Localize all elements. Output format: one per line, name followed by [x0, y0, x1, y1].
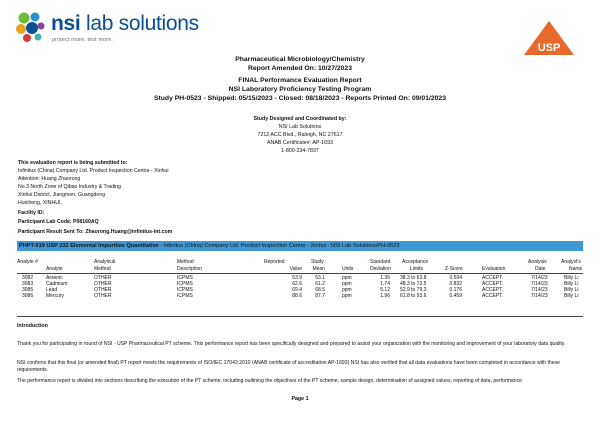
coordinator-cert: ANAB Certificate#: AP-1693 [267, 140, 333, 146]
col-description: Description [177, 266, 203, 272]
header-line3: FINAL Performance Evaluation Report [238, 77, 362, 84]
coordinator-title: Study Designed and Coordinated by: [253, 116, 347, 122]
col-deviation: Deviation [370, 266, 391, 272]
col-method: Method [177, 259, 194, 265]
header-line2: Report Amended On: 10/27/2023 [247, 65, 352, 72]
section-subtitle: - Infinitus (China) Company Ltd. Product Inspection Centre - Xinhui - NSI Lab Solutions/PH-0523 [158, 243, 400, 249]
recipient-line: Xinhui District, Jiangmen, Guangdong [18, 192, 106, 198]
nsi-wordmark: nsi lab solutions [51, 12, 199, 35]
recipient-line: Infinitus (China) Company Ltd. Product Inspection Centre - Xinhui [18, 168, 169, 174]
intro-paragraph: NSI confirms that this final (or amended final) PT report meets the requirements of ISO/IEC 17043:2010 (ANAB certificate of accreditation AP-1693) NSI has also verified that all data evaluations have been completed in accordance with these requirements. [17, 360, 560, 374]
coordinator-address: 7212 ACC Blvd., Raleigh, NC 27617 [257, 132, 343, 138]
col-mean: Mean [312, 266, 325, 272]
section-title: PHPT-019 USP 232 Elemental Impurities Quantitative [19, 243, 159, 249]
recipient-title: This evaluation report is being submitted to: [18, 160, 128, 166]
coordinator-phone: 1-800-234-7837 [281, 148, 319, 154]
header-line5: Study PH-0523 - Shipped: 05/15/2023 - Closed: 08/18/2023 - Reports Printed On: 09/01/2023 [153, 95, 446, 102]
recipient-line: No.3 North Zone of Qibao Industry & Trading [18, 184, 121, 190]
col-limits: Limits [410, 266, 424, 272]
table-header-divider [17, 273, 583, 274]
col-units: Units [342, 266, 354, 272]
recipient-line: Attention: Huang Zhaorong [18, 176, 81, 182]
report-page: nsi lab solutions protect more. test more. USP Pharmaceutical Microbiology/Chemistry Report Amended On: 10/27/2023 FINAL Performance Evaluation Report NSI Laboratory Proficiency Testing Program Study PH-0523 - Shipped: 05/15/2023 - Closed: 08/18/2023 - Reports Printed On: 09/01/2023 Study Designed and Coordinated by: NSI Lab Solutions 7212 ACC Blvd., Raleigh, NC 27617 ANAB Certificate#: AP-1693 1-800-234-7837 This evaluation report is being submitted to: Infinitus (China) Company Ltd. Product Inspection Centre - Xinhui Attention: Huang Zhaorong No.3 North Zone of Qibao Industry & Trading Xinhui District, Jiangmen, Guangdong Huicheng, XINHUI, Facility ID: Participant Lab Code: P08160AQ Participant Result Sent To: Zhaorong.Huang@infinitus-int.com PHPT-019 USP 232 Elemental Impurities Quantitative - Infinitus (China) Company Ltd. Product Inspection Centre - Xinhui - NSI Lab Solutions/PH-0523 Analyte # Analytical Method Reported Study Standard Acceptance Analysis Analyst's Analyte Method Description Value Mean Units Deviation Limits Z-Score Evaluation Date Name 3082 Arsenic OTHER ICPMS 53.9 53.1 ppm 1.35 38.3 to 63.8 0.594 ACCEPT. 7/14/23 Billy Li 3083 Cadmium OTHER ICPMS 62.6 61.2 ppm 1.74 48.3 to 72.5 0.832 ACCEPT. 7/14/23 Billy Li 3085 Lead OTHER ICPMS 69.4 68.5 ppm 5.12 52.9 to 79.3 0.176 ACCEPT. 7/14/23 Billy Li 3086 Mercury OTHER ICPMS 88.6 87.7 ppm 1.96 61.8 to 93.6 0.459 ACCEPT. 7/14/23 Billy Li Introduction Thank you for participating in round of NSI - USP Pharmaceutical PT scheme. This performance report has been specifically designed and prepared to assist your organization with the monitoring and improvement of your laboratory data quality. NSI confirms that this final (or amended final) PT report meets the requirements of ISO/IEC 17043:2010 (ANAB certificate of accreditation AP-1693) NSI has also verified that all data evaluations have been completed in accordance with these requirements. The performance report is divided into sections describing the execution of the PT scheme, including outlining the objectives of the PT scheme, sample design, determination of assigned values, reporting of data, performance Page 1 [0, 0, 600, 422]
col-acceptance: Acceptance [402, 259, 429, 265]
col-date: Date [535, 266, 546, 272]
col-analyte-num: Analyte # [17, 259, 38, 265]
header-line1: Pharmaceutical Microbiology/Chemistry [235, 56, 365, 63]
col-value: Value [289, 266, 302, 272]
usp-logo-text: USP [537, 42, 561, 54]
nsi-dots-icon [14, 11, 46, 43]
col-reported: Reported [264, 259, 285, 265]
col-zscore: Z-Score [445, 266, 463, 272]
coordinator-name: NSI Lab Solutions [278, 124, 322, 130]
participant-lab-code: Participant Lab Code: P08160AQ [18, 219, 99, 225]
recipient-line: Huicheng, XINHUI, [18, 200, 62, 206]
page-number: Page 1 [291, 396, 309, 402]
col-evaluation: Evaluation [482, 266, 506, 272]
nsi-logo [14, 11, 204, 47]
facility-id: Facility ID: [18, 210, 45, 216]
col-analysts: Analyst's [561, 259, 581, 265]
intro-paragraph: Thank you for participating in round of NSI - USP Pharmaceutical PT scheme. This performance report has been specifically designed and prepared to assist your organization with the monitoring and improvement of your laboratory data quality. [17, 341, 566, 347]
nsi-tagline: protect more. test more. [52, 37, 114, 43]
intro-title: Introduction [17, 323, 48, 329]
usp-logo [523, 20, 575, 56]
section-header-bar [17, 241, 583, 251]
col-method2: Method [94, 266, 111, 272]
col-analyte: Analyte [46, 266, 63, 272]
participant-result-sent-to: Participant Result Sent To: Zhaorong.Huang@infinitus-int.com [18, 229, 173, 235]
col-standard: Standard [370, 259, 391, 265]
col-analytical: Analytical [94, 259, 116, 265]
col-analysis: Analysis [528, 259, 547, 265]
col-name: Name [569, 266, 583, 272]
header-line4: NSI Laboratory Proficiency Testing Program [228, 86, 372, 93]
col-study: Study [311, 259, 324, 265]
intro-paragraph: The performance report is divided into sections describing the execution of the PT scheme, including outlining the objectives of the PT scheme, sample design, determination of assigned values, reporting of data, performance [17, 378, 522, 384]
intro-divider [17, 316, 583, 317]
